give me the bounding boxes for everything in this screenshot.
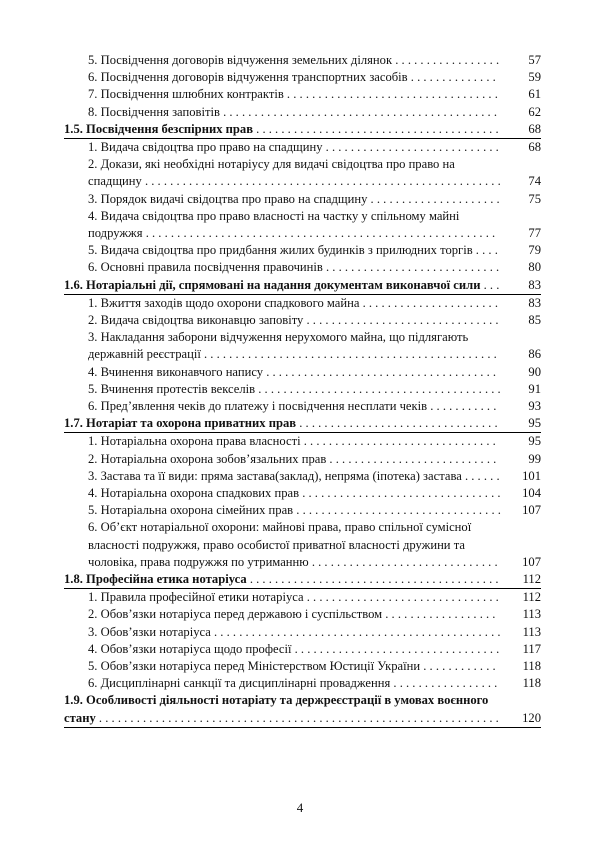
toc-entry-row — [64, 312, 541, 329]
toc-entry-page: 75 — [528, 191, 541, 206]
toc-title-wrap — [64, 277, 501, 294]
toc-entry-page: 107 — [522, 554, 541, 569]
toc-entry-row — [64, 433, 541, 451]
toc-title-wrap — [88, 675, 501, 692]
toc-entry-row — [64, 468, 541, 485]
toc-entry-title-cell — [64, 381, 501, 398]
toc-entry-title-cell — [64, 675, 501, 692]
toc-entry-title: 1.8. Професійна етика нотаріуса . . . — [64, 572, 499, 588]
toc-entry-title: 4. Обов’язки нотаріуса щодо професії . . . — [88, 642, 500, 658]
toc-entry-title: 4. Нотаріальна охорона спадкових прав . . . — [88, 486, 501, 502]
toc-entry-title: 3. Порядок видачі свідоцтва про право на спадщину . . . — [88, 192, 500, 208]
toc-entry-page: 86 — [528, 347, 541, 362]
toc-entry-page: 61 — [528, 87, 541, 102]
toc-table — [64, 52, 541, 728]
toc-entry-title-cell — [64, 277, 501, 295]
toc-title-wrap — [88, 381, 501, 398]
toc-entry-row — [64, 381, 541, 398]
toc-entry-row — [64, 156, 541, 190]
toc-entry-title: 3. Накладання заборони відчуження нерухомого майна, що підлягають державній реєстрації . . . — [88, 330, 500, 363]
toc-entry-title: 5. Обов’язки нотаріуса перед Міністерством Юстиції України . . . — [88, 659, 500, 675]
toc-title-wrap — [88, 139, 501, 156]
toc-entry-title-cell — [64, 502, 501, 519]
toc-entry-title: 2. Видача свідоцтва виконавцю заповіту . . . — [88, 313, 500, 329]
toc-entry-title-cell — [64, 52, 501, 69]
toc-entry-title-cell — [64, 364, 501, 381]
toc-entry-row — [64, 69, 541, 86]
toc-entry-title: 1. Правила професійної етики нотаріуса . . . — [88, 590, 500, 606]
toc-section-row — [64, 277, 541, 295]
toc-title-wrap — [64, 121, 501, 138]
toc-entry-title-cell — [64, 433, 501, 451]
toc-entry-page: 68 — [501, 121, 541, 139]
toc-entry-row — [64, 451, 541, 468]
toc-entry-title-cell — [64, 121, 501, 139]
toc-entry-title-cell — [64, 104, 501, 121]
toc-entry-row — [64, 191, 541, 208]
toc-entry-row — [64, 294, 541, 312]
toc-entry-title-cell — [64, 312, 501, 329]
toc-entry-title-cell — [64, 658, 501, 675]
toc-entry-page: 79 — [528, 243, 541, 258]
toc-entry-row — [64, 364, 541, 381]
toc-entry-page: 118 — [522, 659, 541, 674]
toc-entry-page: 107 — [522, 503, 541, 518]
toc-entry-page: 90 — [528, 364, 541, 379]
toc-entry-title: 6. Пред’явлення чеків до платежу і посвідчення несплати чеків . . . — [88, 399, 500, 415]
toc-entry-title: 6. Посвідчення договорів відчуження транспортних засобів . . . — [88, 70, 500, 86]
toc-entry-title: 6. Об’єкт нотаріальної охорони: майнові права, право спільної сумісної власності подружжя, право особистої приватної власності дружини та чоловіка, права подружжя по утриманню . . . — [88, 520, 500, 571]
toc-title-wrap — [88, 364, 501, 381]
toc-title-wrap — [88, 606, 501, 623]
toc-entry-title-cell — [64, 156, 501, 190]
toc-entry-row — [64, 502, 541, 519]
toc-section-row — [64, 571, 541, 589]
toc-entry-page: 57 — [528, 53, 541, 67]
toc-entry-title-cell — [64, 208, 501, 242]
toc-entry-row — [64, 485, 541, 502]
toc-entry-title-cell — [64, 259, 501, 276]
toc-title-wrap — [88, 624, 501, 641]
toc-entry-row — [64, 641, 541, 658]
toc-entry-page: 112 — [522, 590, 541, 605]
toc-entry-page: 59 — [528, 70, 541, 85]
toc-entry-page: 99 — [528, 451, 541, 466]
toc-entry-row — [64, 606, 541, 623]
toc-entry-row — [64, 208, 541, 242]
toc-entry-title-cell — [64, 519, 501, 571]
toc-entry-row — [64, 658, 541, 675]
toc-title-wrap — [88, 52, 501, 69]
toc-title-wrap — [88, 295, 501, 312]
toc-entry-title: 6. Основні правила посвідчення правочинів . . . — [88, 260, 500, 276]
toc-entry-title: 6. Дисциплінарні санкції та дисциплінарні провадження . . . — [88, 676, 500, 692]
toc-entry-page: 113 — [522, 624, 541, 639]
toc-entry-page: 83 — [501, 277, 541, 295]
toc-entry-row — [64, 329, 541, 363]
toc-title-wrap — [88, 433, 501, 450]
toc-entry-title-cell — [64, 692, 501, 727]
toc-entry-title-cell — [64, 191, 501, 208]
toc-entry-page: 120 — [501, 692, 541, 727]
toc-entry-row — [64, 86, 541, 103]
toc-entry-title: 1.7. Нотаріат та охорона приватних прав . . . — [64, 416, 498, 432]
toc-entry-title: 3. Застава та її види: пряма застава(заклад), непряма (іпотека) застава . . . — [88, 469, 500, 485]
toc-title-wrap — [88, 451, 501, 468]
toc-entry-page: 85 — [528, 313, 541, 328]
toc-entry-row — [64, 589, 541, 607]
toc-entry-title-cell — [64, 242, 501, 259]
toc-entry-title: 2. Нотаріальна охорона зобов’язальних прав . . . — [88, 452, 500, 468]
toc-entry-title-cell — [64, 415, 501, 433]
toc-entry-row — [64, 519, 541, 571]
toc-entry-title: 5. Видача свідоцтва про придбання жилих будинків з прилюдних торгів . . . — [88, 243, 500, 259]
toc-title-wrap — [88, 104, 501, 121]
toc-title-wrap — [88, 86, 501, 103]
toc-entry-title: 1.5. Посвідчення безспірних прав . . . — [64, 122, 499, 138]
toc-entry-page: 95 — [501, 415, 541, 433]
toc-entry-title-cell — [64, 451, 501, 468]
toc-title-wrap — [88, 156, 501, 190]
toc-entry-row — [64, 139, 541, 157]
table-of-contents — [64, 52, 541, 728]
toc-entry-row — [64, 624, 541, 641]
toc-title-wrap — [88, 329, 501, 363]
toc-title-wrap — [88, 485, 501, 502]
toc-entry-title: 1. Нотаріальна охорона права власності . . . — [88, 434, 500, 450]
page-number: 4 — [296, 800, 304, 815]
toc-entry-row — [64, 675, 541, 692]
toc-entry-title: 4. Вчинення виконавчого напису . . . — [88, 365, 500, 381]
toc-title-wrap — [88, 259, 501, 276]
toc-title-wrap — [88, 589, 501, 606]
toc-entry-title-cell — [64, 468, 501, 485]
toc-entry-page: 77 — [528, 226, 541, 240]
toc-entry-title-cell — [64, 485, 501, 502]
toc-title-wrap — [88, 191, 501, 208]
toc-entry-title-cell — [64, 641, 501, 658]
toc-entry-title: 2. Докази, які необхідні нотаріусу для видачі свідоцтва про право на спадщину . . . — [88, 157, 501, 190]
toc-entry-title: 7. Посвідчення шлюбних контрактів . . . — [88, 87, 500, 103]
toc-title-wrap — [88, 312, 501, 329]
toc-title-wrap — [88, 658, 501, 675]
toc-entry-row — [64, 104, 541, 121]
toc-entry-title: 1. Вжиття заходів щодо охорони спадкового майна . . . — [88, 296, 500, 312]
toc-entry-title: 4. Видача свідоцтва про право власності на частку у спільному майні подружжя . . . — [88, 209, 495, 242]
toc-entry-page: 95 — [528, 434, 541, 449]
toc-entry-title: 8. Посвідчення заповітів . . . — [88, 105, 500, 121]
toc-title-wrap — [88, 69, 501, 86]
toc-title-wrap — [64, 692, 501, 726]
toc-entry-page: 74 — [528, 174, 541, 189]
toc-title-wrap — [88, 641, 501, 658]
toc-entry-title: 3. Обов’язки нотаріуса . . . — [88, 625, 501, 641]
toc-title-wrap — [88, 398, 501, 415]
toc-title-wrap — [88, 242, 501, 259]
toc-entry-title-cell — [64, 571, 501, 589]
toc-entry-title-cell — [64, 624, 501, 641]
toc-entry-page: 101 — [522, 468, 541, 483]
toc-title-wrap — [88, 208, 501, 242]
toc-entry-row — [64, 259, 541, 276]
toc-entry-title-cell — [64, 69, 501, 86]
toc-entry-title-cell — [64, 589, 501, 607]
toc-section-row — [64, 121, 541, 139]
toc-entry-page: 112 — [501, 571, 541, 589]
toc-entry-title: 2. Обов’язки нотаріуса перед державою і суспільством . . . — [88, 607, 500, 623]
toc-entry-row — [64, 398, 541, 415]
toc-entry-title-cell — [64, 398, 501, 415]
toc-entry-page: 80 — [528, 260, 541, 275]
toc-entry-page: 62 — [528, 104, 541, 119]
toc-title-wrap — [88, 519, 501, 571]
toc-section-row — [64, 692, 541, 727]
toc-entry-page: 117 — [522, 641, 541, 656]
toc-body — [64, 52, 541, 727]
toc-title-wrap — [64, 415, 501, 432]
toc-entry-title-cell — [64, 294, 501, 312]
toc-entry-page: 91 — [528, 381, 541, 396]
toc-entry-title-cell — [64, 139, 501, 157]
toc-entry-title-cell — [64, 329, 501, 363]
toc-entry-title: 1. Видача свідоцтва про право на спадщину . . . — [88, 140, 500, 156]
toc-entry-row — [64, 52, 541, 69]
toc-entry-page: 104 — [522, 486, 541, 501]
toc-entry-title-cell — [64, 606, 501, 623]
toc-title-wrap — [88, 468, 501, 485]
toc-title-wrap — [64, 571, 501, 588]
toc-entry-title: 5. Вчинення протестів векселів . . . — [88, 382, 501, 398]
toc-entry-page: 83 — [528, 295, 541, 310]
toc-entry-title-cell — [64, 86, 501, 103]
toc-entry-title: 5. Посвідчення договорів відчуження земельних ділянок . . . — [88, 53, 500, 69]
toc-entry-page: 68 — [528, 140, 541, 155]
toc-entry-title: 1.9. Особливості діяльності нотаріату та держреєстрації в умовах воєнного стану . . . — [64, 693, 499, 726]
toc-entry-page: 113 — [522, 607, 541, 622]
toc-entry-title: 5. Нотаріальна охорона сімейних прав . . . — [88, 503, 501, 519]
toc-section-row — [64, 415, 541, 433]
toc-entry-row — [64, 242, 541, 259]
toc-entry-page: 93 — [528, 399, 541, 414]
toc-entry-title: 1.6. Нотаріальні дії, спрямовані на надання документам виконавчої сили . . . — [64, 278, 499, 294]
toc-entry-page: 118 — [522, 676, 541, 691]
toc-title-wrap — [88, 502, 501, 519]
